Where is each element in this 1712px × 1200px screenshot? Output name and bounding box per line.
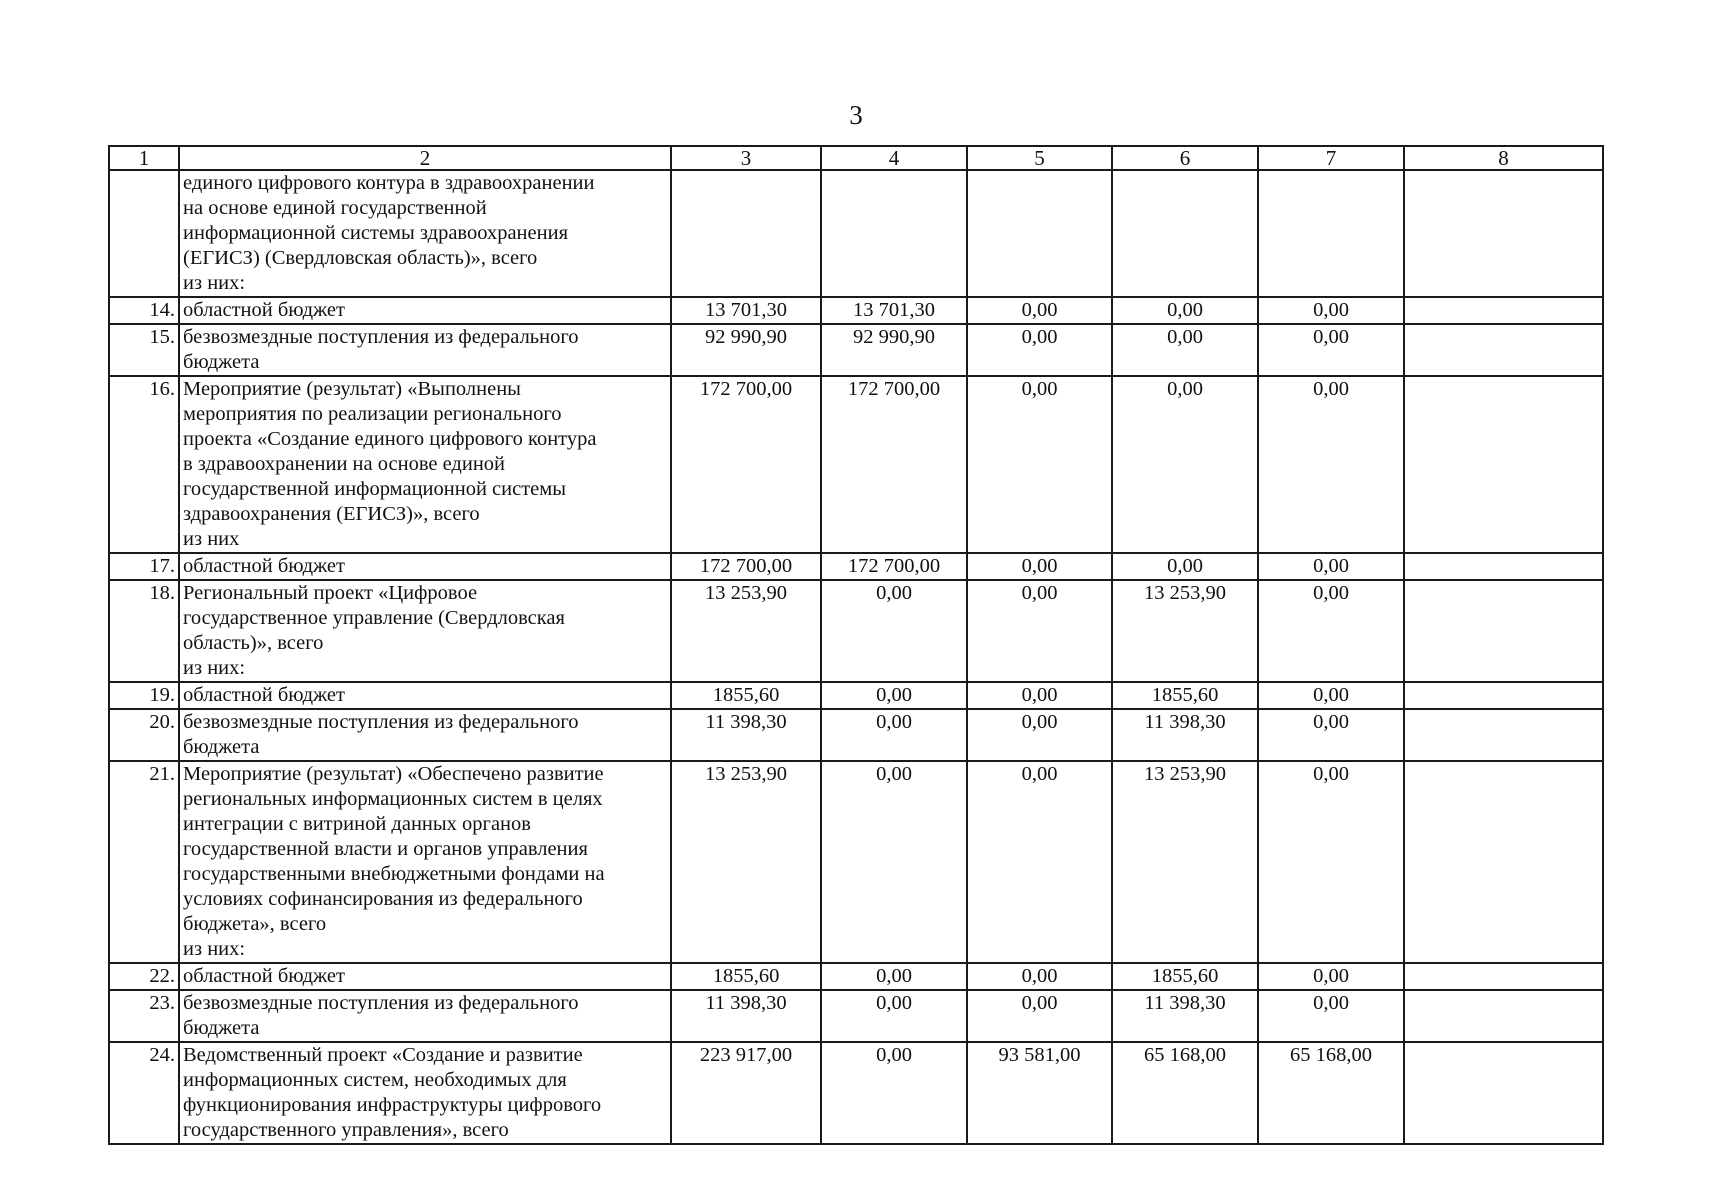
table-row: [109, 761, 1603, 963]
row-description: [179, 682, 671, 709]
description-line: на основе единой государственной: [183, 197, 487, 219]
cell-col-6: 1855,60: [1112, 682, 1258, 709]
description-line: государственного управления», всего: [183, 1119, 509, 1141]
cell-col-4: 0,00: [821, 1042, 967, 1144]
cell-col-6: [1112, 170, 1258, 297]
description-line: бюджета: [183, 736, 260, 758]
cell-col-5: 0,00: [967, 990, 1112, 1042]
cell-col-6: 1855,60: [1112, 963, 1258, 990]
description-line: государственной информационной системы: [183, 478, 567, 500]
description-line: безвозмездные поступления из федерального: [183, 326, 579, 348]
cell-col-4: 172 700,00: [821, 376, 967, 553]
cell-col-7: [1258, 170, 1404, 297]
description-line: в здравоохранении на основе единой: [183, 453, 506, 475]
description-line: безвозмездные поступления из федерального: [183, 992, 579, 1014]
row-description: [179, 324, 671, 376]
cell-col-5: 0,00: [967, 553, 1112, 580]
header-row: [109, 146, 1603, 170]
description-line: из них: [183, 528, 240, 550]
description-line: интеграции с витриной данных органов: [183, 813, 531, 835]
cell-col-5: 0,00: [967, 709, 1112, 761]
table-row: [109, 324, 1603, 376]
cell-col-3: [671, 170, 821, 297]
cell-col-4: 0,00: [821, 990, 967, 1042]
cell-col-4: 92 990,90: [821, 324, 967, 376]
description-line: информационных систем, необходимых для: [183, 1069, 567, 1091]
row-number: 15.: [109, 324, 179, 376]
cell-col-4: 0,00: [821, 580, 967, 682]
row-description: [179, 170, 671, 297]
cell-col-5: 0,00: [967, 761, 1112, 963]
cell-col-5: 93 581,00: [967, 1042, 1112, 1144]
row-number: 19.: [109, 682, 179, 709]
column-header-8: 8: [1404, 146, 1603, 170]
description-line: областной бюджет: [183, 965, 345, 987]
cell-col-7: 0,00: [1258, 580, 1404, 682]
description-line: единого цифрового контура в здравоохранении: [183, 172, 595, 194]
description-line: Мероприятие (результат) «Обеспечено развитие: [183, 763, 604, 785]
table-row: [109, 709, 1603, 761]
row-description: [179, 709, 671, 761]
cell-col-3: 1855,60: [671, 682, 821, 709]
table-row: [109, 553, 1603, 580]
cell-col-8: [1404, 170, 1603, 297]
description-line: бюджета», всего: [183, 913, 327, 935]
cell-col-4: 0,00: [821, 963, 967, 990]
row-description: [179, 990, 671, 1042]
description-line: из них:: [183, 938, 246, 960]
row-number: 16.: [109, 376, 179, 553]
cell-col-8: [1404, 324, 1603, 376]
description-line: государственной власти и органов управления: [183, 838, 588, 860]
row-number: 24.: [109, 1042, 179, 1144]
cell-col-3: 13 253,90: [671, 761, 821, 963]
column-header-3: 3: [671, 146, 821, 170]
cell-col-6: 11 398,30: [1112, 709, 1258, 761]
cell-col-7: 0,00: [1258, 553, 1404, 580]
cell-col-7: 0,00: [1258, 990, 1404, 1042]
cell-col-5: 0,00: [967, 297, 1112, 324]
cell-col-8: [1404, 297, 1603, 324]
description-line: региональных информационных систем в целях: [183, 788, 603, 810]
description-line: проекта «Создание единого цифрового контура: [183, 428, 597, 450]
cell-col-5: 0,00: [967, 580, 1112, 682]
table-row: [109, 1042, 1603, 1144]
cell-col-5: [967, 170, 1112, 297]
description-line: (ЕГИСЗ) (Свердловская область)», всего: [183, 247, 538, 269]
description-line: областной бюджет: [183, 299, 345, 321]
description-line: из них:: [183, 272, 246, 294]
cell-col-3: 1855,60: [671, 963, 821, 990]
cell-col-3: 11 398,30: [671, 990, 821, 1042]
cell-col-7: 0,00: [1258, 297, 1404, 324]
description-line: здравоохранения (ЕГИСЗ)», всего: [183, 503, 480, 525]
table-row: [109, 990, 1603, 1042]
row-description: [179, 376, 671, 553]
row-number: 23.: [109, 990, 179, 1042]
description-line: функционирования инфраструктуры цифрового: [183, 1094, 602, 1116]
cell-col-5: 0,00: [967, 376, 1112, 553]
cell-col-6: 11 398,30: [1112, 990, 1258, 1042]
cell-col-6: 0,00: [1112, 297, 1258, 324]
row-number: 22.: [109, 963, 179, 990]
cell-col-8: [1404, 761, 1603, 963]
cell-col-8: [1404, 682, 1603, 709]
cell-col-5: 0,00: [967, 324, 1112, 376]
description-line: область)», всего: [183, 632, 324, 654]
table-row: [109, 580, 1603, 682]
row-description: [179, 580, 671, 682]
row-description: [179, 297, 671, 324]
row-number: 18.: [109, 580, 179, 682]
row-description: [179, 963, 671, 990]
description-line: государственными внебюджетными фондами на: [183, 863, 605, 885]
cell-col-8: [1404, 553, 1603, 580]
cell-col-6: 0,00: [1112, 376, 1258, 553]
cell-col-7: 0,00: [1258, 963, 1404, 990]
row-number: [109, 170, 179, 297]
description-line: информационной системы здравоохранения: [183, 222, 568, 244]
column-header-2: 2: [179, 146, 671, 170]
row-number: 21.: [109, 761, 179, 963]
cell-col-7: 65 168,00: [1258, 1042, 1404, 1144]
cell-col-5: 0,00: [967, 682, 1112, 709]
description-line: мероприятия по реализации регионального: [183, 403, 562, 425]
cell-col-4: 0,00: [821, 682, 967, 709]
description-line: Региональный проект «Цифровое: [183, 582, 478, 604]
description-line: Мероприятие (результат) «Выполнены: [183, 378, 521, 400]
cell-col-6: 13 253,90: [1112, 580, 1258, 682]
description-line: бюджета: [183, 1017, 260, 1039]
cell-col-3: 172 700,00: [671, 376, 821, 553]
cell-col-4: 0,00: [821, 709, 967, 761]
description-line: областной бюджет: [183, 684, 345, 706]
cell-col-8: [1404, 963, 1603, 990]
cell-col-4: 13 701,30: [821, 297, 967, 324]
description-line: областной бюджет: [183, 555, 345, 577]
cell-col-6: 0,00: [1112, 324, 1258, 376]
cell-col-7: 0,00: [1258, 376, 1404, 553]
cell-col-7: 0,00: [1258, 709, 1404, 761]
table-row: [109, 682, 1603, 709]
cell-col-5: 0,00: [967, 963, 1112, 990]
row-number: 20.: [109, 709, 179, 761]
cell-col-7: 0,00: [1258, 682, 1404, 709]
row-description: [179, 553, 671, 580]
cell-col-7: 0,00: [1258, 761, 1404, 963]
description-line: государственное управление (Свердловская: [183, 607, 565, 629]
cell-col-8: [1404, 709, 1603, 761]
row-number: 17.: [109, 553, 179, 580]
table-row: [109, 376, 1603, 553]
row-description: [179, 1042, 671, 1144]
cell-col-4: 0,00: [821, 761, 967, 963]
description-line: бюджета: [183, 351, 260, 373]
cell-col-7: 0,00: [1258, 324, 1404, 376]
table-row: [109, 963, 1603, 990]
cell-col-3: 223 917,00: [671, 1042, 821, 1144]
cell-col-4: [821, 170, 967, 297]
table-row: [109, 297, 1603, 324]
row-description: [179, 761, 671, 963]
description-line: безвозмездные поступления из федерального: [183, 711, 579, 733]
cell-col-6: 13 253,90: [1112, 761, 1258, 963]
cell-col-3: 11 398,30: [671, 709, 821, 761]
cell-col-8: [1404, 1042, 1603, 1144]
column-header-4: 4: [821, 146, 967, 170]
cell-col-8: [1404, 376, 1603, 553]
cell-col-6: 0,00: [1112, 553, 1258, 580]
description-line: из них:: [183, 657, 246, 679]
description-line: Ведомственный проект «Создание и развитие: [183, 1044, 583, 1066]
cell-col-3: 13 253,90: [671, 580, 821, 682]
column-header-1: 1: [109, 146, 179, 170]
cell-col-8: [1404, 580, 1603, 682]
row-number: 14.: [109, 297, 179, 324]
budget-table: [108, 145, 1604, 1145]
table-row: [109, 170, 1603, 297]
cell-col-8: [1404, 990, 1603, 1042]
cell-col-4: 172 700,00: [821, 553, 967, 580]
cell-col-3: 13 701,30: [671, 297, 821, 324]
column-header-7: 7: [1258, 146, 1404, 170]
cell-col-6: 65 168,00: [1112, 1042, 1258, 1144]
column-header-5: 5: [967, 146, 1112, 170]
column-header-6: 6: [1112, 146, 1258, 170]
cell-col-3: 92 990,90: [671, 324, 821, 376]
page-number: 3: [849, 100, 863, 130]
description-line: условиях софинансирования из федерального: [183, 888, 583, 910]
cell-col-3: 172 700,00: [671, 553, 821, 580]
